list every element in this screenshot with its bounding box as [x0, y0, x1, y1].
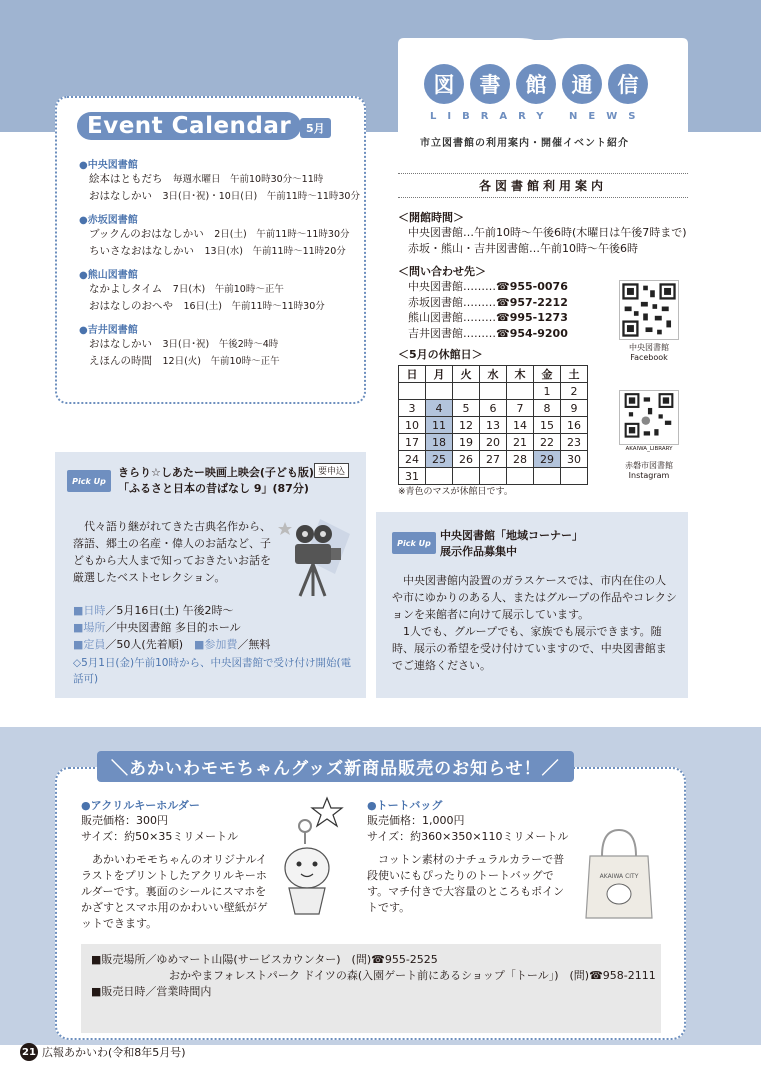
- calendar-day: 14: [507, 417, 534, 434]
- title-character: 館: [516, 64, 556, 104]
- calendar-day: [426, 383, 453, 400]
- calendar-week: [399, 468, 588, 485]
- application-required-badge: 要申込: [314, 463, 349, 478]
- event-list: [79, 156, 364, 370]
- pickup-title-line: きらり☆しあたー映画上映会(子ども版): [118, 466, 314, 479]
- calendar-day: [534, 468, 561, 485]
- detail-label: ■日時: [73, 604, 106, 617]
- calendar-day: 28: [507, 451, 534, 468]
- contact-heading: ＜問い合わせ先＞: [398, 265, 486, 278]
- library-news-title: [424, 64, 648, 104]
- event-item: [79, 298, 364, 315]
- event-name: ちいさなおはなしかい: [89, 245, 194, 257]
- qr-caption-line: 中央図書館: [629, 343, 669, 352]
- calendar-day: 8: [534, 400, 561, 417]
- event-item: [79, 226, 364, 243]
- weekday-header: 木: [507, 366, 534, 383]
- contact-tel[interactable]: ☎955-0076: [496, 280, 568, 293]
- title-character: 通: [562, 64, 602, 104]
- hours-heading: ＜開館時間＞: [398, 211, 464, 224]
- calendar-header-row: [399, 366, 588, 383]
- calendar-day: 16: [561, 417, 588, 434]
- calendar-day: 20: [480, 434, 507, 451]
- calendar-day: 3: [399, 400, 426, 417]
- detail-value: ／5月16日(土) 午後2時～: [105, 604, 234, 617]
- goods-item-size: サイズ：約50×35ミリメートル: [81, 830, 239, 843]
- tote-bag-image: [582, 826, 656, 921]
- calendar-week: [399, 417, 588, 434]
- hours-line: 赤坂・熊山・吉井図書館…午前10時～午後6時: [408, 242, 638, 255]
- weekday-header: 金: [534, 366, 561, 383]
- qr-caption-line: 赤磐市図書館: [625, 461, 673, 470]
- goods-title: ＼あかいわモモちゃんグッズ新商品販売のお知らせ！／: [97, 751, 574, 782]
- calendar-day: [507, 383, 534, 400]
- pickup-title-line: 展示作品募集中: [440, 545, 517, 558]
- calendar-day: 30: [561, 451, 588, 468]
- contact-tel[interactable]: ☎957-2212: [496, 295, 568, 309]
- pickup-movie: [55, 452, 366, 698]
- event-time: 毎週水曜日 午前10時30分～11時: [173, 174, 324, 185]
- pickup-description: [392, 572, 677, 674]
- contact-library: 赤坂図書館………: [408, 295, 496, 309]
- bag-print: AKAIWA CITY: [599, 873, 639, 880]
- calendar-day: 13: [480, 417, 507, 434]
- sales-row: [91, 952, 651, 968]
- calendar-day: 1: [534, 383, 561, 400]
- pickup-description: 代々語り継がれてきた古典名作から、落語、郷土の名産・偉人のお話など、子どもから大人まで知っておきたいお話を厳選したベストセレクション。: [73, 520, 271, 584]
- qr-code-facebook[interactable]: [619, 280, 679, 340]
- contact-list: [408, 279, 568, 341]
- event-name: えほんの時間: [89, 355, 152, 367]
- calendar-day: [480, 468, 507, 485]
- pickup-note: ◇5月1日(金)午前10時から、中央図書館で受け付け開始(電話可): [73, 657, 352, 685]
- library-name: ●赤坂図書館: [79, 215, 138, 226]
- closed-days-calendar: [398, 365, 588, 485]
- detail-label: ■参加費: [194, 638, 238, 651]
- pickup-title: [440, 528, 583, 560]
- contact-library: 吉井図書館………: [408, 326, 496, 340]
- calendar-day: 24: [399, 451, 426, 468]
- contact-tel[interactable]: ☎995-1273: [496, 311, 568, 324]
- detail-row: [73, 619, 270, 636]
- weekday-header: 土: [561, 366, 588, 383]
- event-item: [79, 243, 364, 260]
- weekday-header: 火: [453, 366, 480, 383]
- calendar-note: ※青色のマスが休館日です。: [398, 487, 513, 497]
- event-name: なかよしタイム: [89, 283, 163, 295]
- sales-row: おかやまフォレストパーク ドイツの森(入園ゲート前にあるショップ「トール」) (問)☎958-2111: [169, 969, 656, 982]
- event-time: 13日(水) 午前11時～11時20分: [204, 246, 346, 257]
- calendar-week: [399, 451, 588, 468]
- calendar-day: 2: [561, 383, 588, 400]
- sales-value: ゆめマート山陽(サービスカウンター) (問)☎955-2525: [156, 953, 438, 966]
- event-time: 7日(木) 午前10時～正午: [172, 284, 284, 295]
- pickup-badge: Pick Up: [392, 532, 436, 554]
- event-time: 2日(土) 午前11時～11時30分: [214, 229, 350, 240]
- pickup-exhibit: [376, 512, 688, 698]
- calendar-day: 9: [561, 400, 588, 417]
- contact-row: [408, 279, 568, 295]
- pickup-title-line: 「ふるさと日本の昔ばなし 9」(87分): [118, 482, 309, 495]
- contact-tel[interactable]: ☎954-9200: [496, 326, 568, 340]
- event-name: ブックんのおはなしかい: [89, 228, 204, 240]
- goods-item-price: 販売価格：300円: [81, 814, 168, 827]
- calendar-day: [426, 468, 453, 485]
- contact-library: 熊山図書館………: [408, 311, 496, 324]
- event-item: [79, 188, 364, 205]
- qr-caption-line: Instagram: [628, 471, 670, 480]
- qr-caption-line: Facebook: [630, 353, 668, 362]
- calendar-day: 6: [480, 400, 507, 417]
- event-name: おはなしかい: [89, 338, 152, 350]
- weekday-header: 日: [399, 366, 426, 383]
- event-item: [79, 336, 364, 353]
- goods-item-size: サイズ：約360×350×110ミリメートル: [367, 830, 569, 843]
- publication-name: 広報あかいわ(令和8年5月号): [42, 1046, 186, 1059]
- weekday-header: 月: [426, 366, 453, 383]
- calendar-day: 21: [507, 434, 534, 451]
- event-item: [79, 281, 364, 298]
- calendar-day: 27: [480, 451, 507, 468]
- page-number: 21: [20, 1043, 38, 1061]
- calendar-day: 23: [561, 434, 588, 451]
- paragraph: 1人でも、グループでも、家族でも展示できます。随時、展示の希望を受け付けていますので、中央図書館までご連絡ください。: [392, 625, 667, 672]
- calendar-week: [399, 400, 588, 417]
- event-item: [79, 171, 364, 188]
- calendar-day: [561, 468, 588, 485]
- calendar-week: [399, 434, 588, 451]
- qr-caption: [609, 461, 689, 481]
- sales-row: ■販売日時／営業時間内: [91, 985, 212, 998]
- calendar-day: 11: [426, 417, 453, 434]
- library-news-english: LIBRARY NEWS: [430, 111, 647, 122]
- calendar-day: 17: [399, 434, 426, 451]
- calendar-day: 7: [507, 400, 534, 417]
- calendar-day: 29: [534, 451, 561, 468]
- event-name: おはなしのおへや: [89, 300, 173, 312]
- paragraph: 中央図書館内設置のガラスケースでは、市内在住の人や市にゆかりのある人、またはグループの作品やコレクションを来館者に向けて展示しています。: [392, 574, 677, 621]
- contact-row: [408, 310, 568, 326]
- goods-item-description: あかいわモモちゃんのオリジナルイラストをプリントしたアクリルキーホルダーです。裏面のシールにスマホをかざすとスマホ用のかわいい壁紙がゲットできます。: [81, 853, 268, 930]
- qr-label: AKAIWA_LIBRARY: [625, 446, 673, 452]
- pickup-badge: Pick Up: [67, 470, 111, 492]
- calendar-day: 22: [534, 434, 561, 451]
- keychain-image: [275, 796, 345, 921]
- calendar-day: 19: [453, 434, 480, 451]
- calendar-day: 25: [426, 451, 453, 468]
- event-name: おはなしかい: [89, 190, 152, 202]
- event-time: 3日(日･祝) 午後2時～4時: [162, 339, 279, 350]
- goods-item-name: ●アクリルキーホルダー: [81, 799, 200, 812]
- calendar-day: [453, 468, 480, 485]
- event-calendar: [55, 96, 366, 404]
- library-info-title: 各図書館利用案内: [398, 173, 688, 198]
- calendar-day: 26: [453, 451, 480, 468]
- calendar-day: [507, 468, 534, 485]
- detail-label: ■場所: [73, 621, 106, 634]
- event-name: 絵本はともだち: [89, 173, 163, 185]
- event-calendar-month: 5月: [300, 118, 331, 138]
- title-character: 書: [470, 64, 510, 104]
- goods-item-price: 販売価格：1,000円: [367, 814, 465, 827]
- calendar-day: 4: [426, 400, 453, 417]
- calendar-day: [480, 383, 507, 400]
- title-character: 信: [608, 64, 648, 104]
- qr-code-instagram[interactable]: [619, 390, 679, 445]
- qr-caption: [609, 343, 689, 363]
- detail-label: ■定員: [73, 638, 106, 651]
- contact-library: 中央図書館………: [408, 280, 496, 293]
- library-name: ●中央図書館: [79, 160, 138, 171]
- event-time: 12日(火) 午前10時～正午: [162, 356, 280, 367]
- event-time: 16日(土) 午前11時～11時30分: [183, 301, 325, 312]
- event-calendar-title: Event Calendar: [77, 112, 301, 140]
- calendar-day: 5: [453, 400, 480, 417]
- pickup-details: [73, 602, 270, 653]
- calendar-week: [399, 383, 588, 400]
- detail-value: ／中央図書館 多目的ホール: [105, 621, 241, 634]
- pickup-title: [118, 465, 314, 497]
- footer: [20, 1043, 186, 1061]
- calendar-day: 12: [453, 417, 480, 434]
- contact-row: [408, 326, 568, 342]
- calendar-day: 31: [399, 468, 426, 485]
- detail-row: [73, 602, 270, 619]
- hours-line: 中央図書館…午前10時～午後6時(木曜日は午後7時まで): [408, 226, 687, 239]
- goods-item-name: ●トートバッグ: [367, 799, 443, 812]
- calendar-day: 10: [399, 417, 426, 434]
- event-time: 3日(日･祝)・10日(日) 午前11時～11時30分: [162, 191, 360, 202]
- detail-value: ／50人(先着順): [105, 638, 194, 651]
- event-item: [79, 353, 364, 370]
- title-character: 図: [424, 64, 464, 104]
- contact-row: [408, 295, 568, 311]
- calendar-day: 15: [534, 417, 561, 434]
- pickup-title-line: 中央図書館「地域コーナー」: [440, 529, 583, 542]
- library-name: ●熊山図書館: [79, 270, 138, 281]
- goods-item-description: コットン素材のナチュラルカラーで普段使いにもぴったりのトートバッグです。マチ付きで大容量のところもポイントです。: [367, 853, 565, 914]
- detail-row: [73, 636, 270, 653]
- library-name: ●吉井図書館: [79, 325, 138, 336]
- calendar-day: 18: [426, 434, 453, 451]
- weekday-header: 水: [480, 366, 507, 383]
- closed-heading: ＜5月の休館日＞: [398, 348, 483, 361]
- calendar-day: [399, 383, 426, 400]
- detail-value: ／無料: [237, 638, 271, 651]
- projector-icon: [275, 514, 355, 599]
- calendar-day: [453, 383, 480, 400]
- sales-label: ■販売場所／: [91, 953, 157, 966]
- library-news-subtitle: 市立図書館の利用案内・開催イベント紹介: [420, 138, 629, 149]
- sales-info: [81, 944, 661, 1033]
